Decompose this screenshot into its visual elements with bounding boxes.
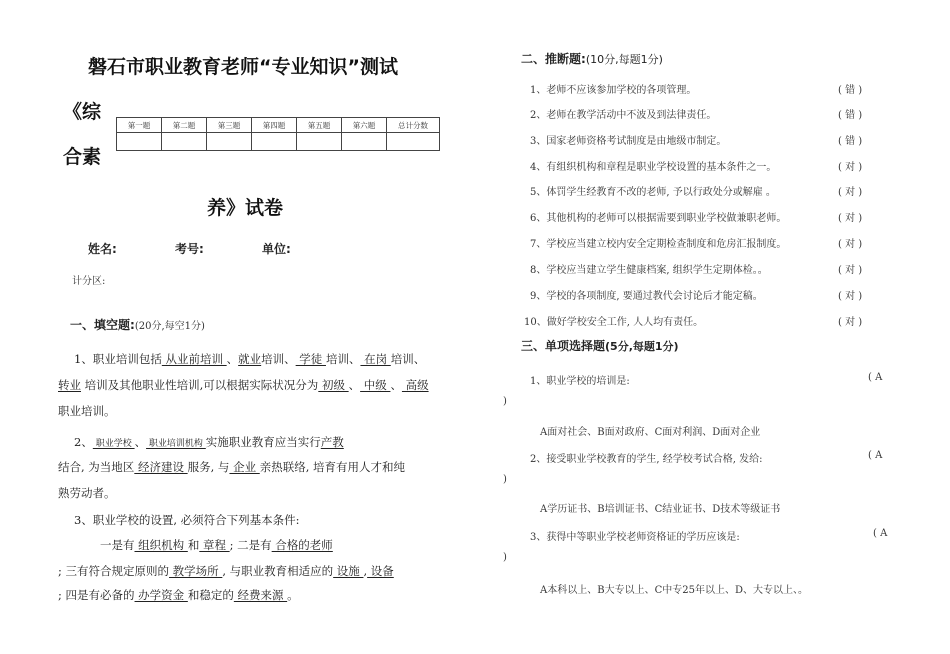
blank-answer: 初级 <box>318 378 349 392</box>
score-table-header-row <box>117 118 440 133</box>
name-label: 姓名: <box>88 242 117 256</box>
score-cell <box>297 133 342 151</box>
section-note: (10分,每题1分) <box>585 53 663 66</box>
exam-title-part: 《综 <box>63 101 102 123</box>
blank-answer: 合格的老师 <box>271 538 333 552</box>
score-cell <box>387 133 440 151</box>
question-line <box>58 563 394 579</box>
unit-label: 单位: <box>262 242 291 256</box>
blank-answer: 在岗 <box>360 352 391 366</box>
mc-answer-close: ) <box>503 474 507 485</box>
tf-question: 9、学校的各项制度, 要通过教代会讨论后才能定稿。 <box>530 291 763 302</box>
text: 结合, 为当地区 <box>58 460 135 474</box>
tf-question: 4、有组织机构和章程是职业学校设置的基本条件之一。 <box>530 162 777 173</box>
text: 、 <box>348 378 361 392</box>
section3-heading <box>521 337 679 354</box>
tf-question: 6、其他机构的老师可以根据需要到职业学校做兼职老师。 <box>530 213 787 224</box>
text: 、 <box>134 435 147 449</box>
score-table-header: 第四题 <box>252 118 297 133</box>
tf-answer: ( 对 ) <box>838 317 863 328</box>
text: 培训、 <box>390 352 426 366</box>
blank-answer: 转业 <box>58 378 81 392</box>
score-table-header: 总计分数 <box>387 118 440 133</box>
question-line: 职业培训。 <box>58 404 116 418</box>
section2-heading <box>521 50 663 67</box>
score-table-header: 第一题 <box>117 118 162 133</box>
blank-answer: 高级 <box>401 378 429 392</box>
mc-answer: ( A <box>868 450 883 461</box>
mc-answer: ( A <box>868 372 883 383</box>
mc-options: A学历证书、B培训证书、C结业证书、D技术等级证书 <box>540 504 781 515</box>
section-title: 三、单项选择题 <box>521 339 606 353</box>
mc-question: 3、获得中等职业学校老师资格证的学历应该是: <box>530 532 740 543</box>
score-cell <box>342 133 387 151</box>
tf-question: 1、老师不应该参加学校的各项管理。 <box>530 85 697 96</box>
question-line <box>58 587 299 603</box>
blank-answer: 组织机构 <box>134 538 188 552</box>
tf-answer: ( 对 ) <box>838 187 863 198</box>
score-area-label: 计分区: <box>72 276 106 287</box>
text: , 与职业教育相适应的 <box>222 564 334 578</box>
text: 、 <box>390 378 402 392</box>
question-line <box>74 434 344 450</box>
score-table <box>116 117 440 151</box>
score-table-header: 第二题 <box>162 118 207 133</box>
text: 2、 <box>74 435 93 449</box>
blank-answer: 从业前培训 <box>161 352 227 366</box>
blank-answer: 教学场所 <box>169 564 223 578</box>
tf-answer: ( 对 ) <box>838 239 863 250</box>
mc-options: A面对社会、B面对政府、C面对利润、D面对企业 <box>540 427 761 438</box>
score-table-header: 第五题 <box>297 118 342 133</box>
question-line <box>74 351 425 367</box>
tf-answer: ( 对 ) <box>838 265 863 276</box>
blank-answer: 产教 <box>320 435 344 449</box>
tf-answer: ( 对 ) <box>838 162 863 173</box>
text: 培训及其他职业性培训,可以根据实际状况分为 <box>81 378 319 392</box>
tf-question: 10、做好学校安全工作, 人人均有责任。 <box>524 317 704 328</box>
text: 一是有 <box>100 538 135 552</box>
tf-answer: ( 错 ) <box>838 110 863 121</box>
score-cell <box>252 133 297 151</box>
text: ; 四是有必备的 <box>58 588 135 602</box>
mc-answer-close: ) <box>503 396 507 407</box>
blank-answer: 章程 <box>199 538 230 552</box>
question-line: 3、职业学校的设置, 必须符合下列基本条件: <box>74 513 300 527</box>
text: 培训、 <box>325 352 361 366</box>
blank-answer: 职业学校 <box>92 439 135 449</box>
section-title: 二、推断题: <box>521 52 586 66</box>
score-cell <box>117 133 162 151</box>
score-table-header: 第三题 <box>207 118 252 133</box>
text: 和稳定的 <box>187 588 234 602</box>
blank-answer: 设备 <box>367 564 394 578</box>
score-cell <box>207 133 252 151</box>
text: 培训、 <box>261 352 296 366</box>
section-note: (5分,每题1分) <box>605 340 679 353</box>
blank-answer: 企业 <box>229 460 260 474</box>
text: ; 二是有 <box>229 538 272 552</box>
mc-answer-close: ) <box>503 552 507 563</box>
blank-answer: 设施 <box>333 564 364 578</box>
text: 和 <box>187 538 200 552</box>
tf-answer: ( 错 ) <box>838 136 863 147</box>
exam-title-part: 合素 <box>63 146 102 168</box>
blank-answer: 就业 <box>238 352 262 366</box>
tf-question: 5、体罚学生经教育不改的老师, 予以行政处分或解雇 。 <box>530 187 776 198</box>
blank-answer: 中级 <box>360 378 391 392</box>
blank-answer: 经济建设 <box>134 460 188 474</box>
tf-question: 8、学校应当建立学生健康档案, 组织学生定期体检。。 <box>530 265 768 276</box>
question-line <box>100 537 333 553</box>
text: 。 <box>287 588 299 602</box>
blank-answer: 学徒 <box>295 352 326 366</box>
blank-answer: 办学资金 <box>134 588 188 602</box>
mc-answer: ( A <box>873 528 888 539</box>
text: ; 三有符合规定原则的 <box>58 564 170 578</box>
tf-answer: ( 对 ) <box>838 291 863 302</box>
mc-question: 1、职业学校的培训是: <box>530 376 630 387</box>
exam-title-part: 养》试卷 <box>207 197 284 219</box>
question-line <box>58 377 429 393</box>
score-table-header: 第六题 <box>342 118 387 133</box>
text: 服务, 与 <box>187 460 230 474</box>
exam-title: 磐石市职业教育老师“专业知识”测试 <box>88 56 398 78</box>
id-label: 考号: <box>175 242 204 256</box>
text: 1、职业培训包括 <box>74 352 162 366</box>
text: 、 <box>226 352 239 366</box>
blank-answer: 经费来源 <box>233 588 288 602</box>
section1-heading <box>70 316 205 333</box>
tf-answer: ( 错 ) <box>838 85 863 96</box>
question-line <box>58 459 405 475</box>
text: , <box>363 564 368 578</box>
score-cell <box>162 133 207 151</box>
score-table-value-row <box>117 133 440 151</box>
section-note: (20分,每空1分) <box>134 321 205 332</box>
tf-question: 2、老师在教学活动中不波及到法律责任。 <box>530 110 717 121</box>
mc-options: A本科以上、B大专以上、C中专25年以上、D、大专以上、。 <box>540 585 808 596</box>
tf-answer: ( 对 ) <box>838 213 863 224</box>
mc-question: 2、接受职业学校教育的学生, 经学校考试合格, 发给: <box>530 454 763 465</box>
tf-question: 7、学校应当建立校内安全定期检查制度和危房汇报制度。 <box>530 239 787 250</box>
text: 实施职业教育应当实行 <box>205 435 321 449</box>
question-line: 熟劳动者。 <box>58 486 116 500</box>
blank-answer: 职业培训机构 <box>146 439 206 449</box>
section-title: 一、填空题: <box>70 318 135 332</box>
tf-question: 3、国家老师资格考试制度是由地级市制定。 <box>530 136 727 147</box>
text: 亲热联络, 培育有用人才和纯 <box>259 460 406 474</box>
